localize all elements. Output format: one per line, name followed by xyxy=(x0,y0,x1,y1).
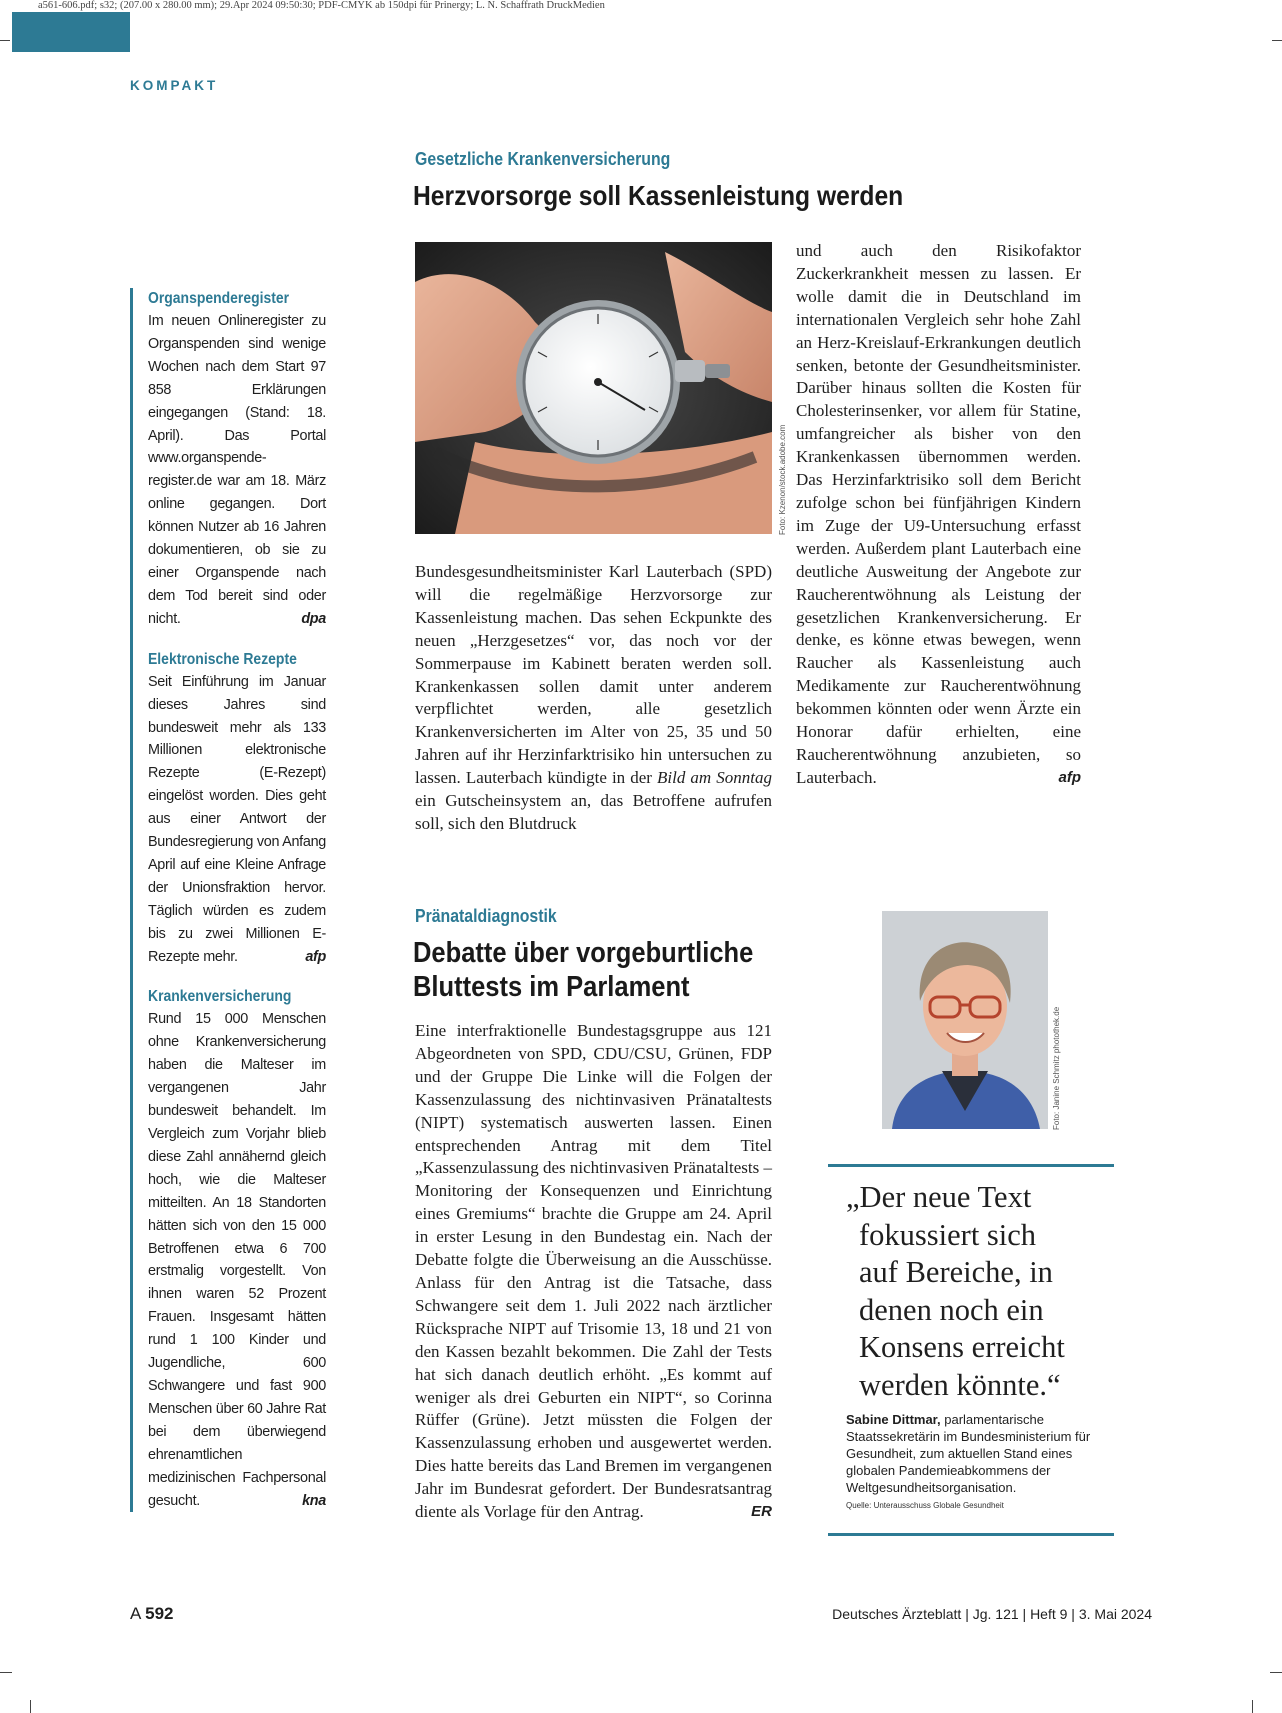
crop-mark xyxy=(0,1672,12,1673)
article1-source: afp xyxy=(1058,768,1081,786)
journal-info: Deutsches Ärzteblatt | Jg. 121 | Heft 9 | 3. Mai 2024 xyxy=(832,1606,1152,1622)
sidebar-item-text: Rund 15 000 Menschen ohne Krankenversicherung haben die Malteser im vergangenen Jahr bundesweit behandelt. Im Vergleich zum Vorjahr blieb diese Zahl annähernd gleich hoch, wie die Malteser mitteilten. An 18 Standorten hätten sich von den 15 000 Betroffenen etwa 6 700 erstmalig vorgestellt. Von ihnen waren 52 Prozent Frauen. Insgesamt hätten rund 1 100 Kinder und Jugendliche, 600 Schwangere und fast 900 Menschen über 60 Jahre Rat bei dem überwiegend ehrenamtlichen medizinischen Fachpersonal gesucht. kna xyxy=(148,1008,326,1512)
sidebar-item-source: kna xyxy=(302,1492,326,1509)
article1-headline: Herzvorsorge soll Kassenleistung werden xyxy=(413,180,904,211)
sidebar-item-text: Seit Einführung im Januar dieses Jahres sind bundesweit mehr als 133 Millionen elektronische Rezepte (E-Rezept) eingelöst worden. Dies geht aus einer Antwort der Bundesregierung von Anfang April auf eine Kleine Anfrage der Unionsfraktion hervor. Täglich würden es zudem bis zu zwei Millionen E-Rezepte mehr. afp xyxy=(148,671,326,969)
blood-pressure-photo xyxy=(415,242,772,534)
article1-text-italic: Bild am Sonntag xyxy=(657,768,772,788)
sidebar-item-title: Elektronische Rezepte xyxy=(148,650,297,668)
crop-mark xyxy=(1272,40,1282,41)
sidebar-item-source: afp xyxy=(305,948,326,965)
section-label: KOMPAKT xyxy=(130,78,219,93)
sidebar-item-source: dpa xyxy=(301,610,326,627)
quote-role: parlamentarische Staatssekretärin im Bundesministerium für Gesundheit, zum aktuellen Stand eines globalen Pandemieabkommens der Weltgesundheitsorganisation. xyxy=(846,1412,1091,1495)
crop-mark xyxy=(1270,1672,1282,1673)
crop-mark xyxy=(1252,1700,1253,1713)
sidebar-item xyxy=(148,986,340,1512)
quote-attribution xyxy=(846,1411,1106,1514)
sidebar-item-title: Krankenversicherung xyxy=(148,988,292,1006)
pull-quote xyxy=(828,1164,1114,1536)
article2-source: ER xyxy=(751,1503,772,1521)
page-number: A 592 xyxy=(130,1604,174,1623)
portrait-credit: Foto: Janine Schmitz photothek.de xyxy=(1052,1006,1061,1130)
portrait-photo xyxy=(882,911,1048,1129)
article1-text-col2: und auch den Risikofaktor Zuckerkrankheit messen zu lassen. Er wolle damit die in Deutschland im internationalen Vergleich sehr hohe Zahl an Herz-Kreislauf-Erkrankungen deutlich senken, betonte der Gesundheitsminister. Darüber hinaus sollten die Kosten für Cholesterinsenker, vor allem für Statine, umfangreicher als bisher von den Krankenkassen übernommen werden. Das Herzinfarktrisiko soll dem Bericht zufolge schon bei fünfjährigen Kindern im Zuge der U9-Untersuchung erfasst werden. Außerdem plant Lauterbach eine deutliche Ausweitung der Angebote zur Raucherentwöhnung als Leistung der gesetzlichen Krankenversicherung. Er denke, es könne etwas bewegen, wenn Raucher als Kassenleistung auch Medikamente zur Raucherentwöhnung bekommen könnten oder wenn Ärzte ein Honorar dafür erhielten, eine Raucherentwöhnung anzubieten, so Lauterbach. xyxy=(796,241,1081,787)
article1-column2 xyxy=(796,240,1081,790)
section-color-bar xyxy=(12,12,130,52)
article1-column1 xyxy=(415,561,772,836)
article1-kicker: Gesetzliche Krankenversicherung xyxy=(415,149,671,169)
sidebar-item xyxy=(148,649,340,969)
print-info: a561-606.pdf; s32; (207.00 x 280.00 mm); 29.Apr 2024 09:50:30; PDF-CMYK ab 150dpi für Prinergy; L. N. Schaffrath DruckMedien xyxy=(38,0,605,11)
article2-kicker: Pränataldiagnostik xyxy=(415,906,557,926)
crop-mark xyxy=(30,1700,31,1713)
crop-mark xyxy=(0,40,10,41)
article2-body: Eine interfraktionelle Bundestagsgruppe aus 121 Abgeordneten von SPD, CDU/CSU, Grünen, FDP und der Gruppe Die Linke will die Folgen der Kassenzulassung des nichtinvasiven Pränataltests (NIPT) systematisch auswerten lassen. Einen entsprechenden Antrag mit dem Titel „Kassenzulassung des nichtinvasiven Pränataltests – Monitoring der Konsequenzen und Einrichtung eines Gremiums“ brachte die Gruppe am 24. April in erster Lesung in den Bundestag ein. Nach der Debatte folgte die Überweisung an die Ausschüsse. Anlass für den Antrag ist die Tatsache, dass Schwangere seit dem 1. Juli 2022 nach ärztlicher Rücksprache NIPT auf Trisomie 13, 18 und 21 von den Kassen bezahlt bekommen. Die Zahl der Tests hat sich danach deutlich erhöht. „Es kommt auf weniger als drei Geburten ein NIPT“, so Corinna Rüffer (Grüne). Jetzt müssten die Folgen der Kassenzulassung erhoben und ausgewertet werden. Dies hatte bereits das Land Bremen im vergangenen Jahr im Bundesrat gefordert. Der Bundesratsantrag diente als Vorlage für den Antrag. ER xyxy=(415,1020,772,1524)
news-sidebar xyxy=(130,288,340,1512)
quote-text: „Der neue Text fokussiert sich auf Bereiche, in denen noch ein Konsens erreicht werden könnte.“ xyxy=(846,1180,1065,1402)
sidebar-item-text: Im neuen Onlineregister zu Organspenden sind wenige Wochen nach dem Start 97 858 Erklärungen eingegangen (Stand: 18. April). Das Portal www.organspende-register.de war am 18. März online gegangen. Dort können Nutzer ab 16 Jahren dokumentieren, ob sie zu einer Organspende nach dem Tod bereit sind oder nicht. dpa xyxy=(148,310,326,631)
article1-text-a: Bundesgesundheitsminister Karl Lauterbach (SPD) will die regelmäßige Herzvorsorge zur Kassenleistung machen. Das sehen Eckpunkte des neuen „Herzgesetzes“ vor, das noch vor der Sommerpause im Kabinett beraten werden soll. Krankenkassen sollen damit unter anderem verpflichtet werden, alle gesetzlich Krankenversicherten im Alter von 25, 35 und 50 Jahren auf ihr Herzinfarktrisiko hin untersuchen zu lassen. Lauterbach kündigte in der xyxy=(415,562,772,788)
photo-credit: Foto: Kzenon/stock.adobe.com xyxy=(778,424,787,535)
sidebar-item xyxy=(148,288,340,631)
article1-text-b: ein Gutscheinsystem an, das Betroffene aufrufen soll, sich den Blutdruck xyxy=(415,791,772,833)
sidebar-item-title: Organspenderegister xyxy=(148,290,290,307)
quote-author: Sabine Dittmar, xyxy=(846,1412,941,1427)
article2-headline: Debatte über vorgeburtliche Bluttests im Parlament xyxy=(413,937,754,1003)
quote-source: Quelle: Unterausschuss Globale Gesundheit xyxy=(846,1501,1004,1510)
